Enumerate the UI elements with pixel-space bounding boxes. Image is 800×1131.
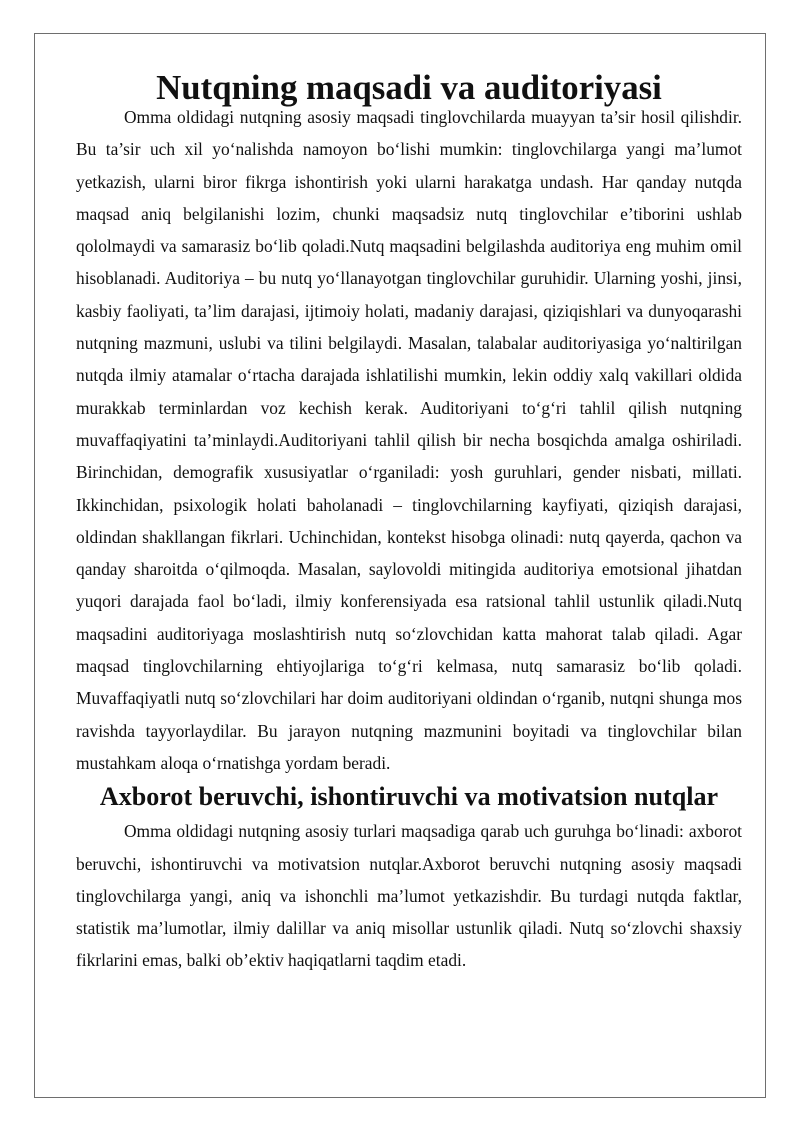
paragraph-purpose-audience: Omma oldidagi nutqning asosiy maqsadi tinglovchilarda muayyan ta’sir hosil qilishdir. Bu ta’sir uch xil yo‘nalishda namoyon bo‘lishi mumkin: tinglovchilarga yangi ma’lumot yetkazish, ularni biror fikrga ishontirish yoki ularni harakatga undash. Har qanday nutqda maqsad aniq belgilanishi lozim, chunki maqsadsiz nutq tinglovchilar e’tiborini ushlab qololmaydi va samarasiz bo‘lib qoladi.Nutq maqsadini belgilashda auditoriya eng muhim omil hisoblanadi. Auditoriya – bu nutq yo‘llanayotgan tinglovchilar guruhidir. Ularning yoshi, jinsi, kasbiy faoliyati, ta’lim darajasi, ijtimoiy holati, madaniy darajasi, qiziqishlari va dunyoqarashi nutqning mazmuni, uslubi va tilini belgilaydi. Masalan, talabalar auditoriyasiga yo‘naltirilgan nutqda ilmiy atamalar o‘rtacha darajada ishlatilishi mumkin, lekin oddiy xalq vakillari oldida murakkab terminlardan voz kechish kerak. Auditoriyani to‘g‘ri tahlil qilish nutqning muvaffaqiyatini ta’minlaydi.Auditoriyani tahlil qilish bir necha bosqichda amalga oshiriladi. Birinchidan, demografik xususiyatlar o‘rganiladi: yosh guruhlari, gender nisbati, millati. Ikkinchidan, psixologik holati baholanadi – tinglovchilarning kayfiyati, qiziqish darajasi, oldindan shakllangan fikrlari. Uchinchidan, kontekst hisobga olinadi: nutq qayerda, qachon va qanday sharoitda o‘qilmoqda. Masalan, saylovoldi mitingida auditoriya emotsional jihatdan yuqori darajada faol bo‘ladi, ilmiy konferensiyada esa ratsional tahlil ustunlik qiladi.Nutq maqsadini auditoriyaga moslashtirish nutq so‘zlovchidan katta mahorat talab qiladi. Agar maqsad tinglovchilarning ehtiyojlariga to‘g‘ri kelmasa, nutq samarasiz bo‘lib qoladi. Muvaffaqiyatli nutq so‘zlovchilari har doim auditoriyani oldindan o‘rganib, nutqni shunga mos ravishda tayyorlaydilar. Bu jarayon nutqning mazmunini boyitadi va tinglovchilar bilan mustahkam aloqa o‘rnatishga yordam beradi. bbox=[76, 107, 742, 773]
document-body bbox=[76, 68, 742, 977]
paragraph-speech-types: Omma oldidagi nutqning asosiy turlari maqsadiga qarab uch guruhga bo‘linadi: axborot beruvchi, ishontiruvchi va motivatsion nutqlar.Axborot beruvchi nutqning asosiy maqsadi tinglovchilarga yangi, aniq va ishonchli ma’lumot yetkazishdir. Bu turdagi nutqda faktlar, statistik ma’lumotlar, ilmiy dalillar va aniq misollar ustunlik qiladi. Nutq so‘zlovchi shaxsiy fikrlarini emas, balki ob’ektiv haqiqatlarni taqdim etadi. bbox=[76, 821, 742, 971]
section-heading-speech-types: Axborot beruvchi, ishontiruvchi va motivatsion nutqlar bbox=[99, 782, 719, 812]
section-heading-purpose-audience: Nutqning maqsadi va auditoriyasi bbox=[156, 68, 662, 107]
